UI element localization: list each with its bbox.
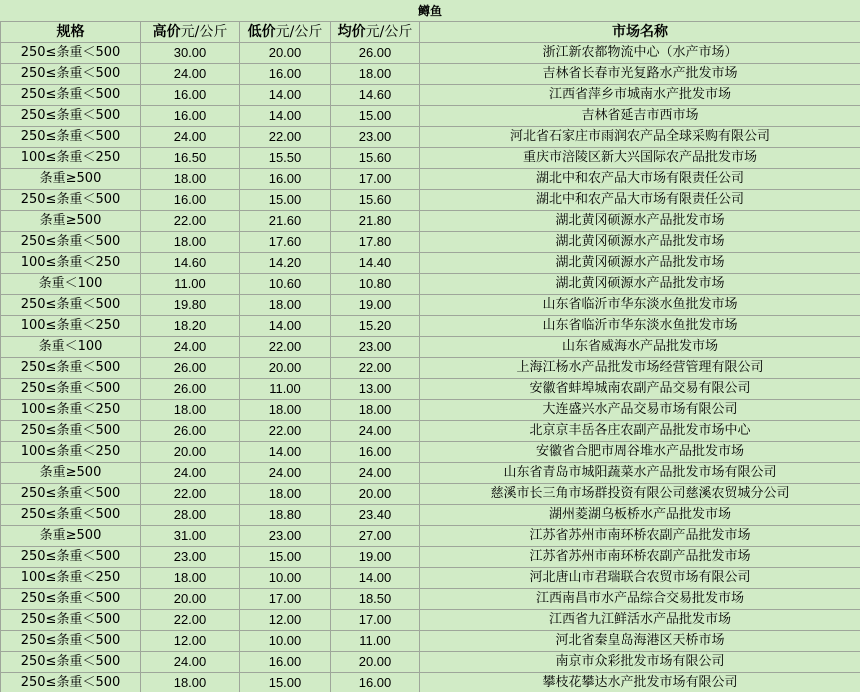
cell-avg-price[interactable]: 13.00: [331, 379, 420, 400]
cell-high-price[interactable]: 26.00: [141, 358, 240, 379]
table-row: [1, 526, 860, 547]
header-row: [1, 22, 860, 43]
cell-high-price[interactable]: 16.00: [141, 85, 240, 106]
cell-avg-price[interactable]: 19.00: [331, 547, 420, 568]
price-table: [0, 21, 860, 692]
table-row: [1, 169, 860, 190]
cell-market-name[interactable]: 吉林省长春市光复路水产批发市场: [420, 64, 860, 85]
table-body: [1, 43, 860, 692]
cell-low-price[interactable]: 16.00: [240, 64, 331, 85]
cell-market-name[interactable]: 江西南昌市水产品综合交易批发市场: [420, 589, 860, 610]
cell-spec[interactable]: 250≤条重＜500: [1, 85, 141, 106]
table-row: [1, 463, 860, 484]
cell-avg-price[interactable]: 21.80: [331, 211, 420, 232]
cell-high-price[interactable]: 14.60: [141, 253, 240, 274]
cell-low-price[interactable]: 15.00: [240, 547, 331, 568]
cell-market-name[interactable]: 江苏省苏州市南环桥农副产品批发市场: [420, 547, 860, 568]
cell-spec[interactable]: 100≤条重＜250: [1, 442, 141, 463]
table-row: [1, 43, 860, 64]
cell-low-price[interactable]: 23.00: [240, 526, 331, 547]
header-spec[interactable]: 规格: [1, 22, 141, 43]
cell-avg-price[interactable]: 14.00: [331, 568, 420, 589]
cell-avg-price[interactable]: 17.00: [331, 610, 420, 631]
table-row: [1, 547, 860, 568]
cell-high-price[interactable]: 18.00: [141, 400, 240, 421]
cell-spec[interactable]: 250≤条重＜500: [1, 589, 141, 610]
cell-avg-price[interactable]: 17.00: [331, 169, 420, 190]
table-row: [1, 127, 860, 148]
header-high-label: 高价: [152, 24, 181, 40]
cell-market-name[interactable]: 大连盛兴水产品交易市场有限公司: [420, 400, 860, 421]
cell-low-price[interactable]: 21.60: [240, 211, 331, 232]
cell-market-name[interactable]: 湖州菱湖乌板桥水产品批发市场: [420, 505, 860, 526]
table-row: [1, 484, 860, 505]
header-low-label: 低价: [247, 24, 276, 40]
cell-spec[interactable]: 250≤条重＜500: [1, 127, 141, 148]
table-row: [1, 64, 860, 85]
cell-avg-price[interactable]: 27.00: [331, 526, 420, 547]
cell-high-price[interactable]: 24.00: [141, 463, 240, 484]
cell-low-price[interactable]: 14.00: [240, 442, 331, 463]
cell-low-price[interactable]: 24.00: [240, 463, 331, 484]
cell-avg-price[interactable]: 26.00: [331, 43, 420, 64]
cell-avg-price[interactable]: 18.00: [331, 64, 420, 85]
cell-low-price[interactable]: 12.00: [240, 610, 331, 631]
table-row: [1, 106, 860, 127]
cell-spec[interactable]: 250≤条重＜500: [1, 421, 141, 442]
header-high-price[interactable]: [141, 22, 240, 43]
cell-high-price[interactable]: 24.00: [141, 64, 240, 85]
table-row: [1, 190, 860, 211]
cell-market-name[interactable]: 湖北黄冈硕源水产品批发市场: [420, 211, 860, 232]
cell-high-price[interactable]: 18.00: [141, 568, 240, 589]
cell-high-price[interactable]: 24.00: [141, 127, 240, 148]
cell-spec[interactable]: 250≤条重＜500: [1, 358, 141, 379]
cell-market-name[interactable]: 北京京丰岳各庄农副产品批发市场中心: [420, 421, 860, 442]
header-market-name[interactable]: 市场名称: [420, 22, 860, 43]
cell-high-price[interactable]: 22.00: [141, 211, 240, 232]
cell-spec[interactable]: 250≤条重＜500: [1, 673, 141, 692]
cell-spec[interactable]: 100≤条重＜250: [1, 316, 141, 337]
table-row: [1, 505, 860, 526]
cell-avg-price[interactable]: 14.40: [331, 253, 420, 274]
cell-market-name[interactable]: 湖北中和农产品大市场有限责任公司: [420, 190, 860, 211]
cell-high-price[interactable]: 18.20: [141, 316, 240, 337]
cell-low-price[interactable]: 15.00: [240, 190, 331, 211]
cell-avg-price[interactable]: 10.80: [331, 274, 420, 295]
cell-avg-price[interactable]: 18.00: [331, 400, 420, 421]
table-row: [1, 358, 860, 379]
table-row: [1, 274, 860, 295]
cell-low-price[interactable]: 22.00: [240, 337, 331, 358]
header-avg-price[interactable]: [331, 22, 420, 43]
cell-low-price[interactable]: 14.00: [240, 85, 331, 106]
cell-avg-price[interactable]: 16.00: [331, 442, 420, 463]
cell-high-price[interactable]: 11.00: [141, 274, 240, 295]
cell-high-price[interactable]: 16.00: [141, 190, 240, 211]
table-row: [1, 379, 860, 400]
cell-spec[interactable]: 250≤条重＜500: [1, 64, 141, 85]
cell-low-price[interactable]: 15.00: [240, 673, 331, 692]
cell-low-price[interactable]: 18.00: [240, 295, 331, 316]
cell-high-price[interactable]: 16.00: [141, 106, 240, 127]
cell-high-price[interactable]: 18.00: [141, 673, 240, 692]
cell-low-price[interactable]: 10.00: [240, 568, 331, 589]
table-row: [1, 148, 860, 169]
cell-market-name[interactable]: 山东省威海水产品批发市场: [420, 337, 860, 358]
cell-high-price[interactable]: 18.00: [141, 169, 240, 190]
cell-avg-price[interactable]: 17.80: [331, 232, 420, 253]
cell-market-name[interactable]: 湖北黄冈硕源水产品批发市场: [420, 274, 860, 295]
cell-spec[interactable]: 条重＜100: [1, 274, 141, 295]
cell-avg-price[interactable]: 20.00: [331, 652, 420, 673]
cell-market-name[interactable]: 浙江新农都物流中心（水产市场）: [420, 43, 860, 64]
table-row: [1, 610, 860, 631]
cell-low-price[interactable]: 14.00: [240, 106, 331, 127]
cell-high-price[interactable]: 24.00: [141, 652, 240, 673]
cell-high-price[interactable]: 16.50: [141, 148, 240, 169]
cell-low-price[interactable]: 18.80: [240, 505, 331, 526]
cell-spec[interactable]: 条重≥500: [1, 211, 141, 232]
cell-spec[interactable]: 100≤条重＜250: [1, 400, 141, 421]
cell-spec[interactable]: 250≤条重＜500: [1, 547, 141, 568]
cell-avg-price[interactable]: 18.50: [331, 589, 420, 610]
cell-low-price[interactable]: 16.00: [240, 652, 331, 673]
cell-low-price[interactable]: 10.60: [240, 274, 331, 295]
cell-avg-price[interactable]: 19.00: [331, 295, 420, 316]
cell-market-name[interactable]: 河北省秦皇岛海港区天桥市场: [420, 631, 860, 652]
cell-market-name[interactable]: 安徽省合肥市周谷堆水产品批发市场: [420, 442, 860, 463]
cell-spec[interactable]: 250≤条重＜500: [1, 106, 141, 127]
header-low-price[interactable]: [240, 22, 331, 43]
table-row: [1, 337, 860, 358]
cell-avg-price[interactable]: 23.40: [331, 505, 420, 526]
cell-spec[interactable]: 250≤条重＜500: [1, 379, 141, 400]
table-row: [1, 652, 860, 673]
header-low-unit: 元/公斤: [275, 24, 323, 40]
cell-avg-price[interactable]: 15.60: [331, 148, 420, 169]
table-row: [1, 568, 860, 589]
cell-spec[interactable]: 条重≥500: [1, 169, 141, 190]
cell-high-price[interactable]: 26.00: [141, 379, 240, 400]
cell-spec[interactable]: 250≤条重＜500: [1, 631, 141, 652]
cell-market-name[interactable]: 江苏省苏州市南环桥农副产品批发市场: [420, 526, 860, 547]
cell-low-price[interactable]: 16.00: [240, 169, 331, 190]
cell-market-name[interactable]: 重庆市涪陵区新大兴国际农产品批发市场: [420, 148, 860, 169]
cell-low-price[interactable]: 22.00: [240, 127, 331, 148]
cell-avg-price[interactable]: 16.00: [331, 673, 420, 692]
cell-spec[interactable]: 100≤条重＜250: [1, 253, 141, 274]
cell-market-name[interactable]: 山东省青岛市城阳蔬菜水产品批发市场有限公司: [420, 463, 860, 484]
table-row: [1, 253, 860, 274]
cell-high-price[interactable]: 24.00: [141, 337, 240, 358]
cell-spec[interactable]: 250≤条重＜500: [1, 652, 141, 673]
cell-spec[interactable]: 250≤条重＜500: [1, 484, 141, 505]
cell-low-price[interactable]: 17.60: [240, 232, 331, 253]
table-row: [1, 232, 860, 253]
cell-low-price[interactable]: 10.00: [240, 631, 331, 652]
cell-market-name[interactable]: 湖北黄冈硕源水产品批发市场: [420, 253, 860, 274]
cell-avg-price[interactable]: 22.00: [331, 358, 420, 379]
cell-market-name[interactable]: 湖北黄冈硕源水产品批发市场: [420, 232, 860, 253]
cell-low-price[interactable]: 11.00: [240, 379, 331, 400]
cell-market-name[interactable]: 山东省临沂市华东淡水鱼批发市场: [420, 295, 860, 316]
cell-high-price[interactable]: 26.00: [141, 421, 240, 442]
cell-market-name[interactable]: 南京市众彩批发市场有限公司: [420, 652, 860, 673]
cell-market-name[interactable]: 河北唐山市君瑞联合农贸市场有限公司: [420, 568, 860, 589]
cell-low-price[interactable]: 14.20: [240, 253, 331, 274]
cell-avg-price[interactable]: 23.00: [331, 127, 420, 148]
cell-avg-price[interactable]: 15.00: [331, 106, 420, 127]
table-row: [1, 421, 860, 442]
cell-low-price[interactable]: 18.00: [240, 484, 331, 505]
cell-high-price[interactable]: 31.00: [141, 526, 240, 547]
cell-market-name[interactable]: 山东省临沂市华东淡水鱼批发市场: [420, 316, 860, 337]
cell-market-name[interactable]: 安徽省蚌埠城南农副产品交易有限公司: [420, 379, 860, 400]
sheet-title: 鳟鱼: [417, 4, 442, 18]
cell-spec[interactable]: 250≤条重＜500: [1, 190, 141, 211]
cell-avg-price[interactable]: 23.00: [331, 337, 420, 358]
cell-low-price[interactable]: 15.50: [240, 148, 331, 169]
cell-low-price[interactable]: 20.00: [240, 358, 331, 379]
cell-low-price[interactable]: 18.00: [240, 400, 331, 421]
cell-spec[interactable]: 250≤条重＜500: [1, 295, 141, 316]
table-row: [1, 211, 860, 232]
table-row: [1, 295, 860, 316]
cell-avg-price[interactable]: 24.00: [331, 421, 420, 442]
cell-market-name[interactable]: 上海江杨水产品批发市场经营管理有限公司: [420, 358, 860, 379]
cell-spec[interactable]: 100≤条重＜250: [1, 568, 141, 589]
table-row: [1, 442, 860, 463]
header-avg-label: 均价: [337, 24, 366, 40]
cell-high-price[interactable]: 23.00: [141, 547, 240, 568]
cell-low-price[interactable]: 14.00: [240, 316, 331, 337]
cell-spec[interactable]: 条重＜100: [1, 337, 141, 358]
cell-spec[interactable]: 250≤条重＜500: [1, 232, 141, 253]
cell-high-price[interactable]: 22.00: [141, 610, 240, 631]
cell-low-price[interactable]: 17.00: [240, 589, 331, 610]
cell-market-name[interactable]: 湖北中和农产品大市场有限责任公司: [420, 169, 860, 190]
table-row: [1, 85, 860, 106]
cell-high-price[interactable]: 28.00: [141, 505, 240, 526]
cell-high-price[interactable]: 12.00: [141, 631, 240, 652]
cell-high-price[interactable]: 18.00: [141, 232, 240, 253]
header-avg-unit: 元/公斤: [365, 24, 413, 40]
cell-high-price[interactable]: 19.80: [141, 295, 240, 316]
cell-spec[interactable]: 条重≥500: [1, 463, 141, 484]
cell-low-price[interactable]: 22.00: [240, 421, 331, 442]
cell-high-price[interactable]: 20.00: [141, 589, 240, 610]
cell-spec[interactable]: 250≤条重＜500: [1, 505, 141, 526]
cell-avg-price[interactable]: 15.60: [331, 190, 420, 211]
cell-market-name[interactable]: 吉林省延吉市西市场: [420, 106, 860, 127]
cell-spec[interactable]: 条重≥500: [1, 526, 141, 547]
cell-high-price[interactable]: 22.00: [141, 484, 240, 505]
cell-spec[interactable]: 100≤条重＜250: [1, 148, 141, 169]
table-row: [1, 589, 860, 610]
cell-high-price[interactable]: 30.00: [141, 43, 240, 64]
table-row: [1, 400, 860, 421]
cell-market-name[interactable]: 河北省石家庄市雨润农产品全球采购有限公司: [420, 127, 860, 148]
cell-market-name[interactable]: 江西省九江鲜活水产品批发市场: [420, 610, 860, 631]
table-row: [1, 631, 860, 652]
header-high-unit: 元/公斤: [180, 24, 228, 40]
cell-avg-price[interactable]: 15.20: [331, 316, 420, 337]
table-row: [1, 316, 860, 337]
cell-high-price[interactable]: 20.00: [141, 442, 240, 463]
cell-market-name[interactable]: 江西省萍乡市城南水产批发市场: [420, 85, 860, 106]
cell-spec[interactable]: 250≤条重＜500: [1, 610, 141, 631]
cell-avg-price[interactable]: 14.60: [331, 85, 420, 106]
cell-spec[interactable]: 250≤条重＜500: [1, 43, 141, 64]
cell-market-name[interactable]: 攀枝花攀达水产批发市场有限公司: [420, 673, 860, 692]
table-row: [1, 673, 860, 692]
cell-market-name[interactable]: 慈溪市长三角市场群投资有限公司慈溪农贸城分公司: [420, 484, 860, 505]
cell-avg-price[interactable]: 11.00: [331, 631, 420, 652]
cell-avg-price[interactable]: 24.00: [331, 463, 420, 484]
cell-avg-price[interactable]: 20.00: [331, 484, 420, 505]
cell-low-price[interactable]: 20.00: [240, 43, 331, 64]
